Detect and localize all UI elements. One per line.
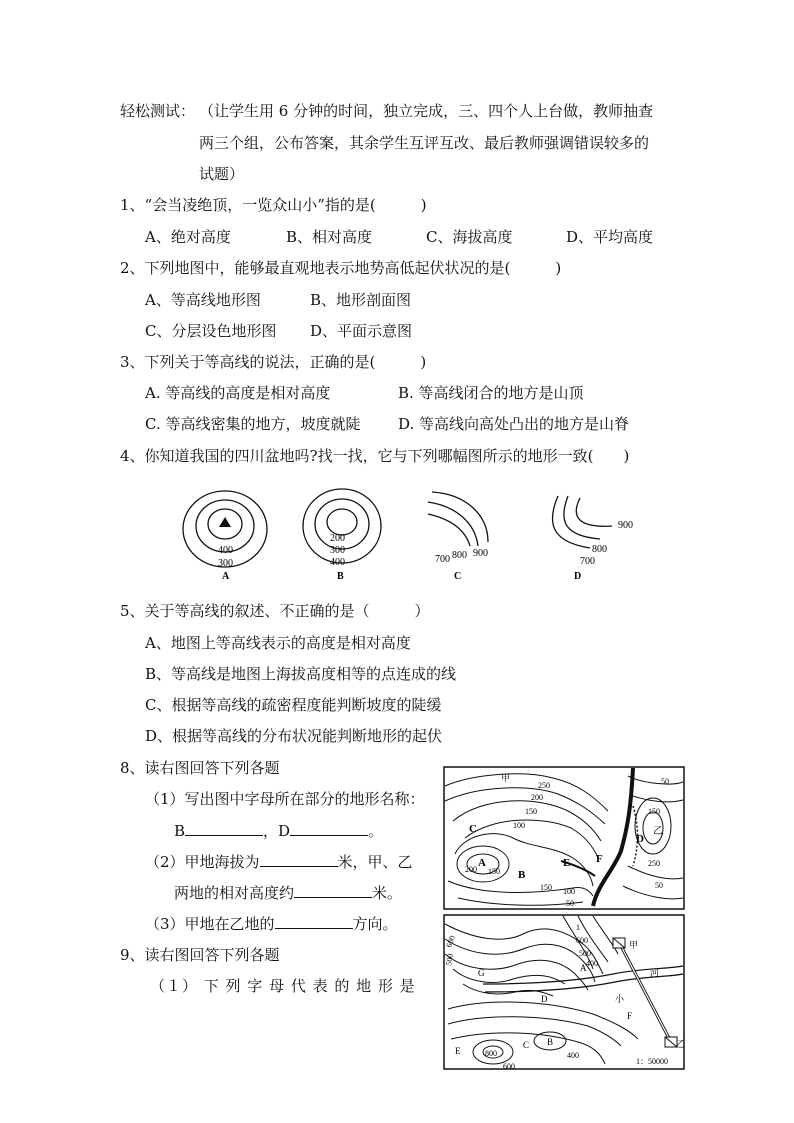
svg-text:河: 河 [650, 968, 660, 978]
q2-stem: 2、下列地图中，能够最直观地表示地势高低起伏状况的是( ) [120, 259, 562, 277]
q8-p3-text: （3）甲地在乙地的 [145, 915, 275, 933]
q9-part-1: （１） 下 列 字 母 代 表 的 地 形 是 [150, 977, 416, 995]
q8-contour-map [443, 766, 685, 910]
q2-option-c: C、分层设色地形图 [145, 322, 277, 340]
svg-text:E: E [563, 857, 571, 869]
intro-line-3: 试题） [199, 165, 245, 183]
svg-text:200: 200 [465, 865, 477, 874]
svg-text:600: 600 [444, 934, 457, 949]
q4-contour-figures [170, 484, 650, 584]
svg-text:B: B [518, 869, 526, 881]
q4-figure-c [428, 492, 488, 546]
svg-text:甲: 甲 [501, 773, 511, 783]
q3-option-a: A. 等高线的高度是相对高度 [145, 384, 331, 402]
svg-text:150: 150 [488, 867, 500, 876]
q3-option-d: D. 等高线向高处凸出的地方是山脊 [398, 415, 630, 433]
q8-b-letter: B [174, 822, 186, 840]
svg-text:B: B [547, 1037, 554, 1047]
q2-option-a: A、等高线地形图 [145, 291, 261, 309]
q4-a-label-400: 400 [218, 545, 233, 556]
q4-c-label-800: 800 [452, 550, 467, 561]
svg-text:A: A [478, 857, 486, 869]
svg-text:400: 400 [586, 959, 598, 968]
svg-text:100: 100 [563, 887, 575, 896]
q1-option-d: D、平均高度 [566, 228, 654, 246]
q4-b-name: B [337, 571, 344, 582]
q8-part-2b [174, 882, 402, 903]
q1-option-a: A、绝对高度 [145, 228, 231, 246]
intro-line-2: 两三个组，公布答案，其余学生互评互改、最后教师强调错误较多的 [199, 134, 650, 152]
q8-p2b-text: 两地的相对高度约 [174, 884, 295, 902]
q4-d-label-800: 800 [592, 544, 607, 555]
q4-b-label-200: 200 [330, 533, 345, 544]
q8-elevation-blank[interactable] [260, 851, 338, 867]
svg-text:G: G [478, 968, 485, 978]
q4-b-label-400: 400 [330, 557, 345, 568]
svg-text:1：50000: 1：50000 [636, 1057, 668, 1066]
q5-option-d: D、根据等高线的分布状况能判断地形的起伏 [145, 727, 443, 745]
svg-text:D: D [541, 994, 548, 1004]
svg-text:D: D [636, 833, 644, 845]
q3-stem: 3、下列关于等高线的说法，正确的是( ) [120, 353, 427, 371]
q1-option-c: C、海拔高度 [426, 228, 513, 246]
q4-d-name: D [574, 571, 582, 582]
q4-stem: 4、你知道我国的四川盆地吗?找一找，它与下列哪幅图所示的地形一致( ) [120, 447, 630, 465]
svg-text:150: 150 [540, 883, 552, 892]
q8-b-blank[interactable] [185, 820, 263, 836]
q4-b-label-300: 300 [330, 545, 345, 556]
q8-direction-blank[interactable] [275, 913, 353, 929]
svg-text:150: 150 [648, 807, 660, 816]
q8-d-blank[interactable] [290, 820, 368, 836]
q8-p2b-unit: 米。 [372, 884, 403, 902]
q8-stem: 8、读右图回答下列各题 [120, 759, 280, 777]
svg-text:1: 1 [576, 923, 580, 932]
q5-option-a: A、地图上等高线表示的高度是相对高度 [145, 634, 411, 652]
svg-text:600: 600 [576, 936, 588, 945]
q9-stem: 9、读右图回答下列各题 [120, 946, 280, 964]
svg-text:C: C [523, 1040, 530, 1050]
svg-text:250: 250 [538, 781, 550, 790]
svg-text:乙: 乙 [676, 1039, 685, 1049]
svg-text:500: 500 [444, 952, 456, 967]
q1-option-b: B、相对高度 [286, 228, 373, 246]
svg-text:小: 小 [615, 994, 625, 1004]
q4-c-label-900: 900 [473, 548, 488, 559]
svg-text:150: 150 [525, 807, 537, 816]
q9-contour-map [443, 914, 685, 1070]
q4-d-label-700: 700 [580, 556, 595, 567]
q8-d-letter: ，D [263, 822, 291, 840]
q5-option-c: C、根据等高线的疏密程度能判断坡度的陡缓 [145, 696, 442, 714]
q2-option-b: B、地形剖面图 [310, 291, 412, 309]
svg-text:乙: 乙 [653, 826, 663, 837]
q8-p2-text: （2）甲地海拔为 [145, 853, 260, 871]
intro-label: 轻松测试： [120, 102, 196, 120]
q5-option-b: B、等高线是地图上海拔高度相等的点连成的线 [145, 665, 457, 683]
intro-line-1: （让学生用 6 分钟的时间，独立完成，三、四个人上台做，教师抽查 [199, 102, 654, 120]
q8-period: 。 [368, 822, 384, 840]
svg-text:F: F [627, 1011, 633, 1021]
q8-part-1-answers [174, 820, 383, 841]
svg-text:250: 250 [648, 859, 660, 868]
q8-part-1: （1）写出图中字母所在部分的地形名称： [145, 790, 425, 808]
svg-text:500: 500 [579, 949, 591, 958]
svg-text:A: A [580, 963, 587, 973]
q8-p3-end: 方向。 [352, 915, 398, 933]
svg-text:400: 400 [567, 1051, 579, 1060]
q4-a-name: A [222, 571, 230, 582]
svg-text:E: E [455, 1046, 461, 1056]
q4-c-label-700: 700 [435, 554, 450, 565]
q4-a-label-300: 300 [218, 558, 233, 569]
svg-text:50: 50 [661, 777, 669, 786]
q2-option-d: D、平面示意图 [310, 322, 413, 340]
svg-text:50: 50 [566, 899, 574, 908]
svg-text:甲: 甲 [629, 940, 639, 950]
svg-text:600: 600 [503, 1062, 515, 1070]
svg-text:800: 800 [485, 1049, 497, 1058]
svg-text:C: C [469, 823, 477, 835]
q1-stem: 1、“会当凌绝顶，一览众山小”指的是( ) [120, 196, 427, 214]
peak-triangle-icon [219, 517, 231, 527]
q4-c-name: C [454, 571, 462, 582]
svg-text:50: 50 [655, 881, 663, 890]
q8-p2-unit: 米，甲、乙 [337, 853, 413, 871]
q3-option-c: C. 等高线密集的地方，坡度就陡 [145, 415, 361, 433]
q8-part-2a [145, 851, 413, 872]
svg-text:200: 200 [531, 793, 543, 802]
q8-relative-height-blank[interactable] [294, 882, 372, 898]
q8-part-3 [145, 913, 398, 934]
q5-stem: 5、关于等高线的叙述、不正确的是（ ） [120, 602, 430, 620]
q3-option-b: B. 等高线闭合的地方是山顶 [398, 384, 584, 402]
svg-text:100: 100 [513, 821, 525, 830]
q4-figure-d [552, 496, 612, 548]
svg-text:F: F [596, 853, 603, 865]
q4-d-label-900: 900 [618, 520, 633, 531]
